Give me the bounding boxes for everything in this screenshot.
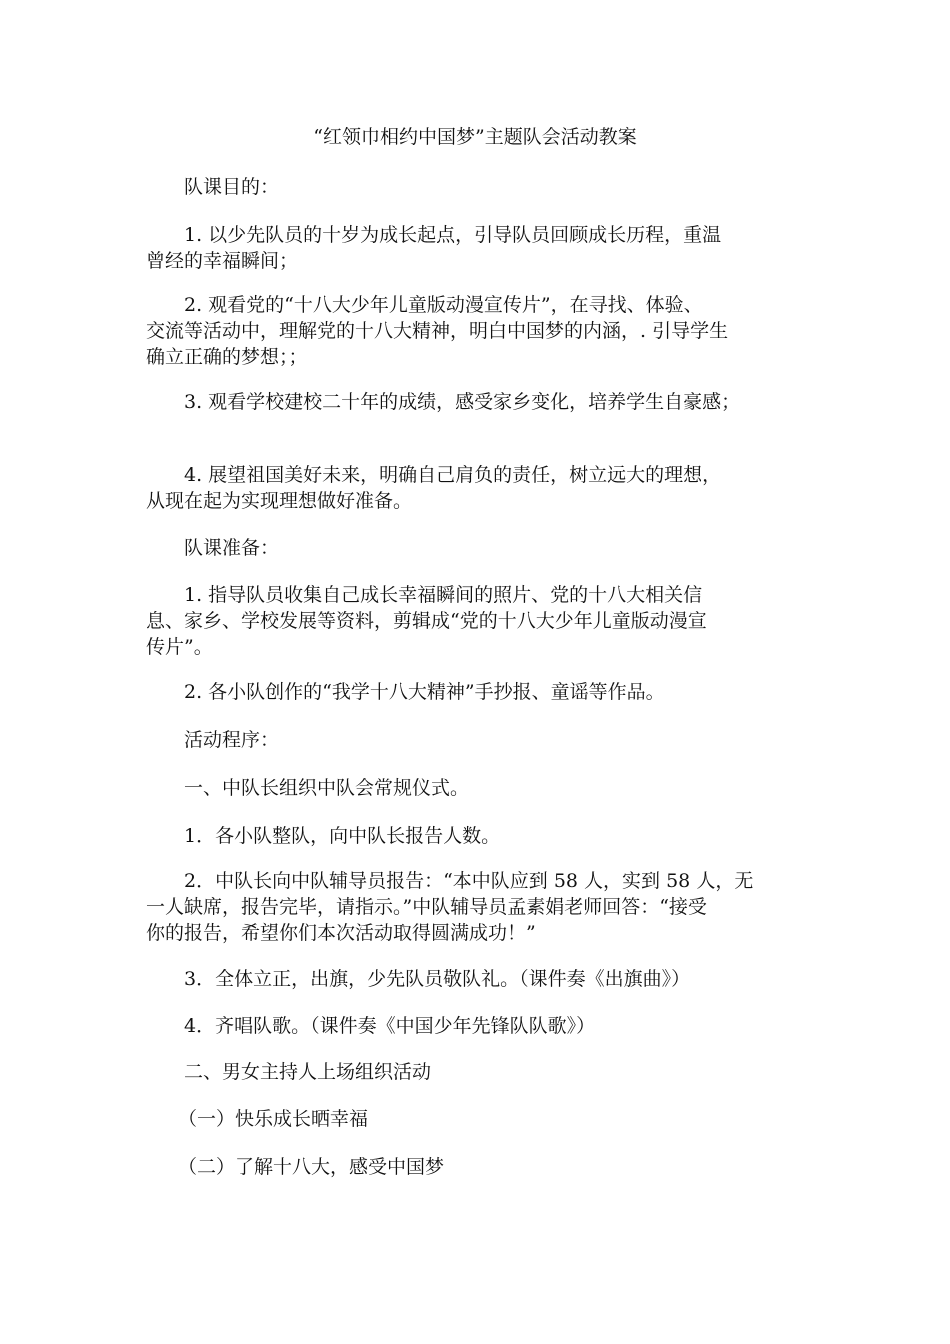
goal-item-2-line-2: 交流等活动中，理解党的十八大精神，明白中国梦的内涵，. 引导学生: [146, 320, 729, 342]
step-1: 1．各小队整队，向中队长报告人数。: [184, 825, 501, 847]
prep-item-2-line-1: 2. 各小队创作的“我学十八大精神”手抄报、童谣等作品。: [184, 681, 665, 703]
step-4: 4．齐唱队歌。（课件奏《中国少年先锋队队歌》）: [184, 1015, 596, 1037]
goal-item-1-line-1: 1. 以少先队员的十岁为成长起点，引导队员回顾成长历程，重温: [184, 224, 722, 246]
section-2-heading: 二、男女主持人上场组织活动: [184, 1061, 432, 1083]
prep-item-1-line-1: 1. 指导队员收集自己成长幸福瞬间的照片、党的十八大相关信: [184, 584, 703, 606]
prep-item-1: [146, 582, 818, 660]
step-2: [146, 868, 818, 946]
goal-heading: 队课目的：: [184, 176, 280, 198]
prep-item-1-line-2: 息、家乡、学校发展等资料，剪辑成“党的十八大少年儿童版动漫宣: [146, 610, 707, 632]
document-title: “红领巾相约中国梦”主题队会活动教案: [313, 126, 637, 148]
goal-item-2-line-1: 2. 观看党的“十八大少年儿童版动漫宣传片”，在寻找、体验、: [184, 294, 703, 316]
step-2-line-3: 你的报告，希望你们本次活动取得圆满成功！”: [146, 922, 536, 944]
procedure-heading: 活动程序：: [184, 729, 280, 751]
prep-heading: 队课准备：: [184, 537, 280, 559]
goal-item-4-line-1: 4. 展望祖国美好未来，明确自己肩负的责任，树立远大的理想，: [184, 464, 722, 486]
goal-item-1: [146, 222, 818, 274]
goal-item-2-line-3: 确立正确的梦想；；: [146, 346, 308, 368]
step-2-line-2: 一人缺席，报告完毕，请指示。”中队辅导员孟素娟老师回答：“接受: [146, 896, 707, 918]
subsection-2: （二）了解十八大，感受中国梦: [178, 1156, 445, 1178]
goal-item-2: [146, 292, 818, 370]
goal-item-4: [146, 462, 818, 514]
step-3: 3．全体立正，出旗，少先队员敬队礼。（课件奏《出旗曲》）: [184, 968, 691, 990]
section-1-heading: 一、中队长组织中队会常规仪式。: [184, 777, 470, 799]
goal-item-3-line-1: 3. 观看学校建校二十年的成绩，感受家乡变化，培养学生自豪感；: [184, 391, 741, 413]
subsection-1: （一）快乐成长晒幸福: [178, 1108, 369, 1130]
goal-item-4-line-2: 从现在起为实现理想做好准备。: [146, 490, 413, 512]
goal-item-3: [146, 389, 818, 415]
prep-item-2: [146, 679, 818, 705]
goal-item-1-line-2: 曾经的幸福瞬间；: [146, 250, 299, 272]
prep-item-1-line-3: 传片”。: [146, 636, 213, 658]
step-2-line-1: 2．中队长向中队辅导员报告：“本中队应到 58 人，实到 58 人，无: [184, 870, 754, 892]
